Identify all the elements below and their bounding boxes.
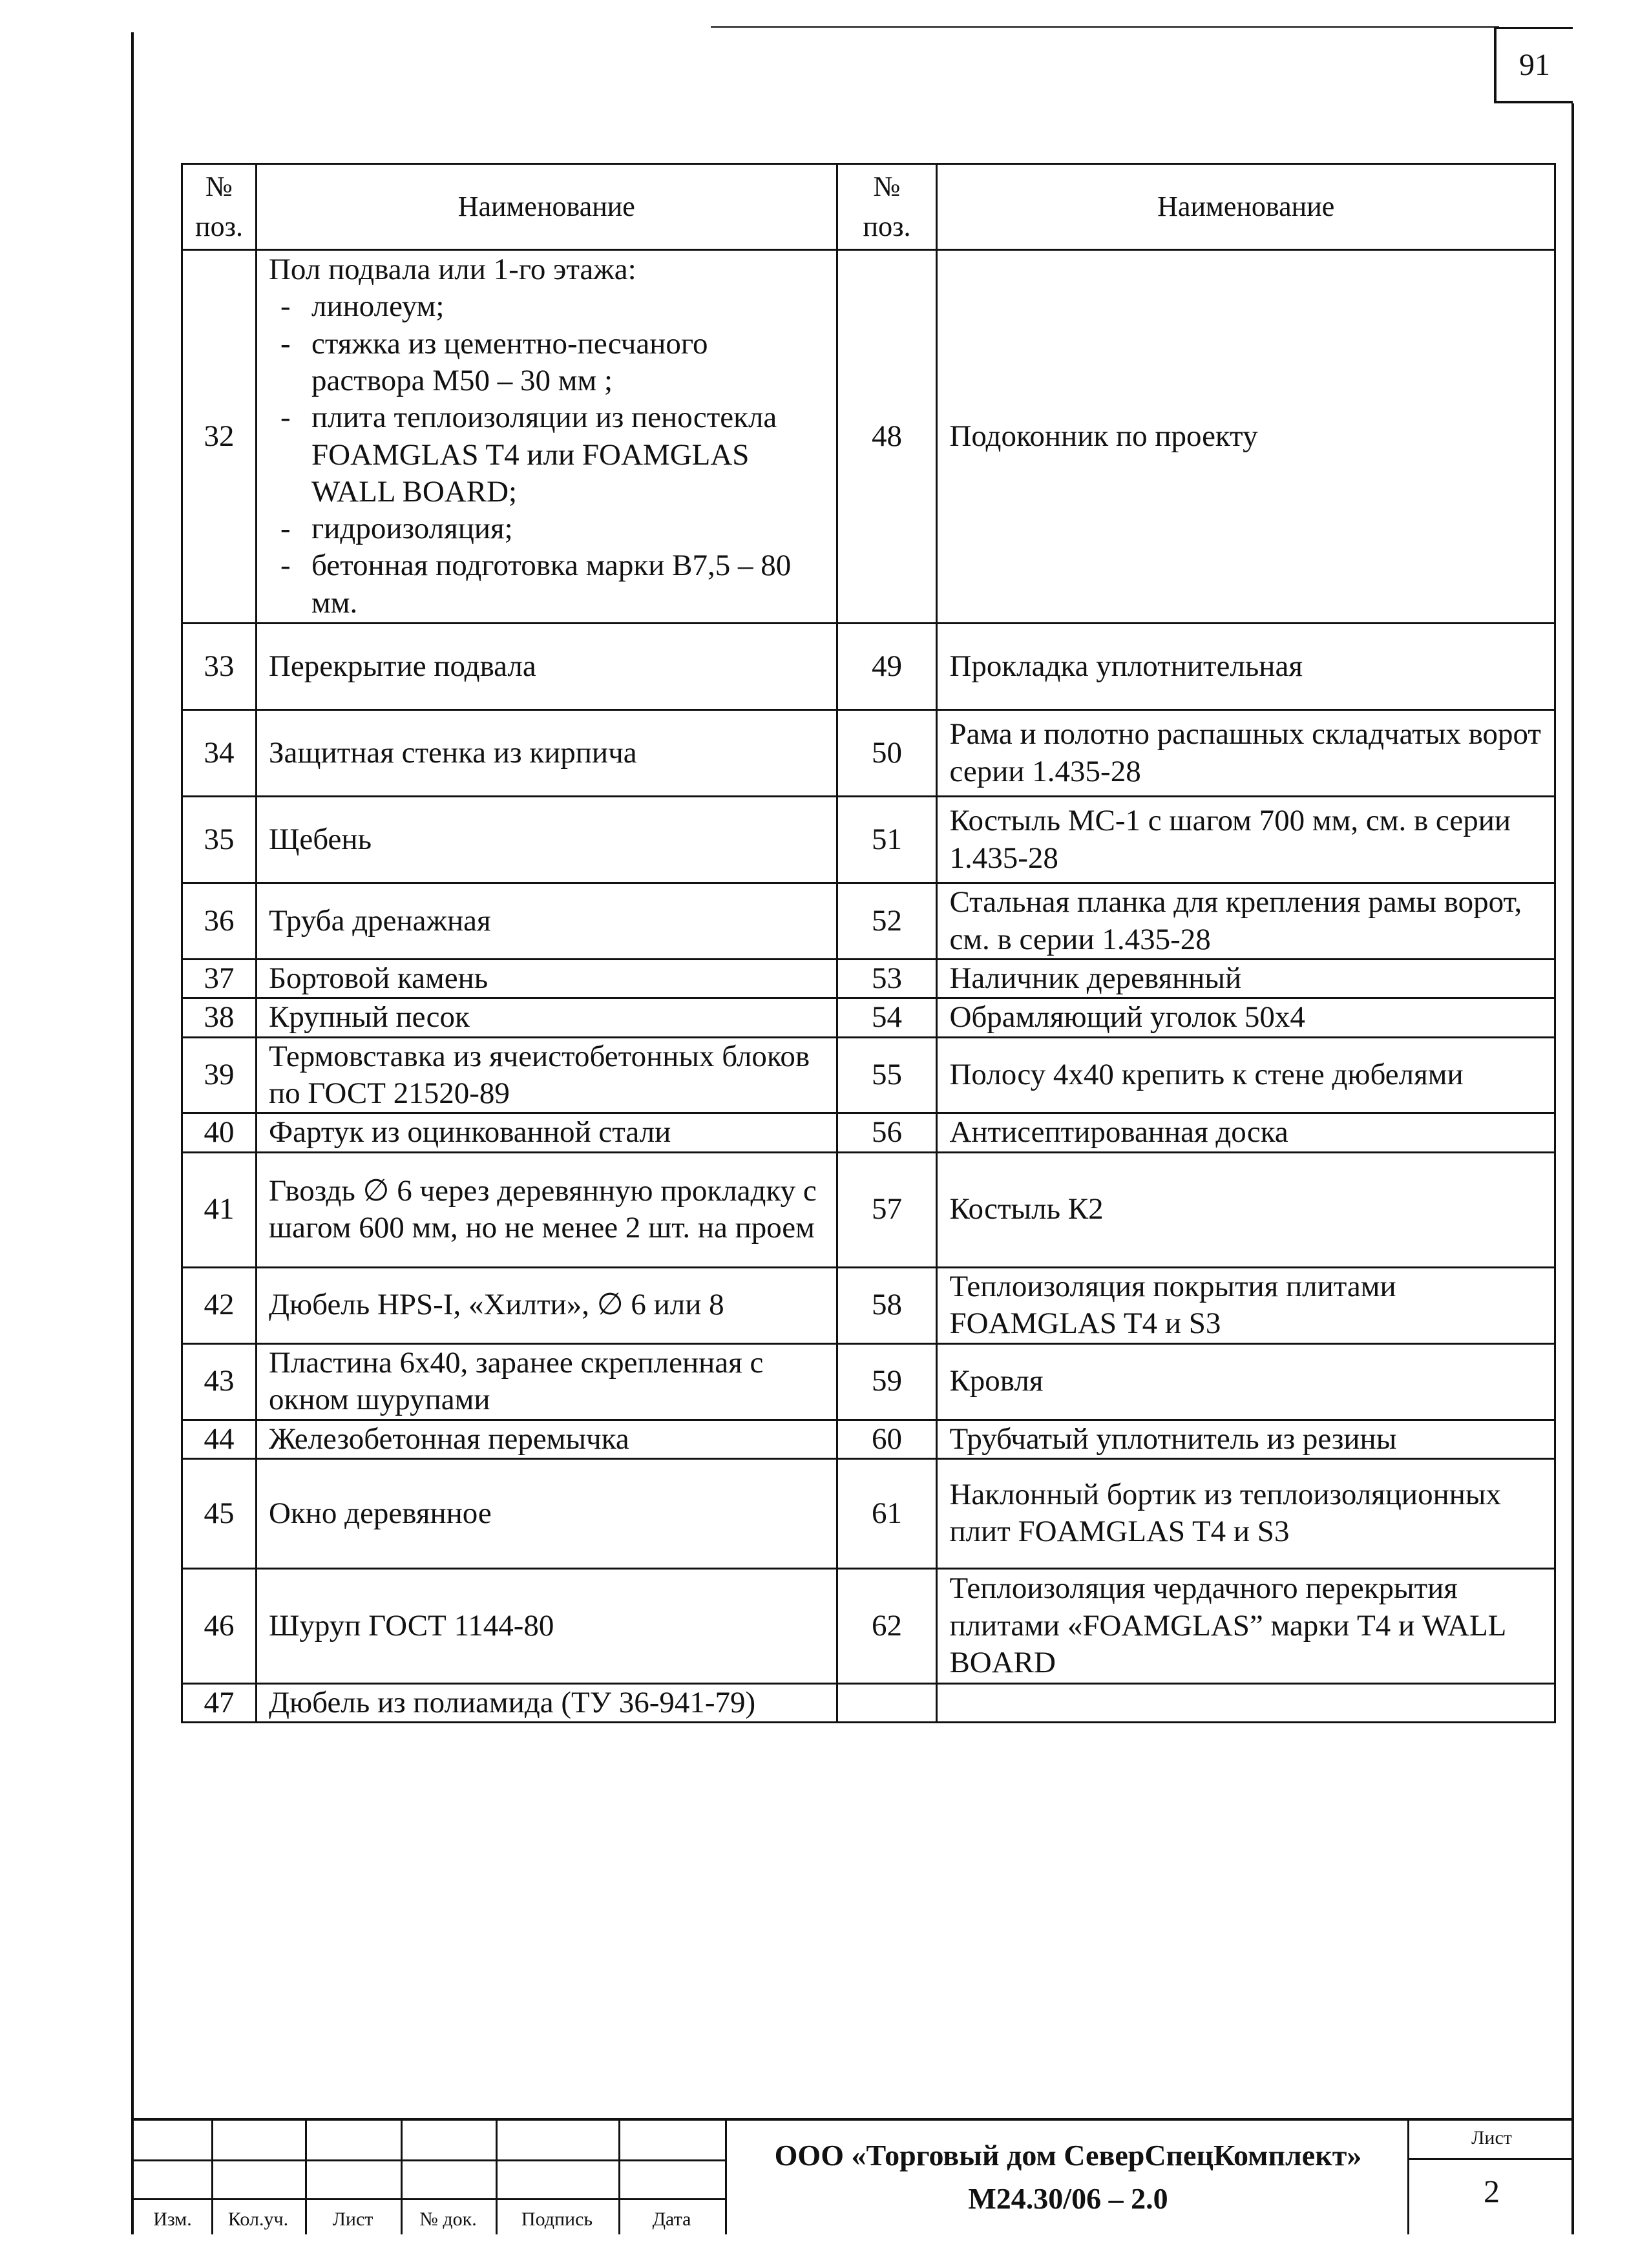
row-pos-left: 35 (182, 797, 257, 883)
table-row (182, 710, 1555, 797)
table-row (182, 1113, 1555, 1152)
document-code: М24.30/06 – 2.0 (968, 2182, 1168, 2215)
title-block (134, 2118, 1574, 2234)
table-row (182, 1152, 1555, 1267)
header-pos-left: № поз. (182, 164, 257, 250)
list-item: - гидроизоляция; (269, 510, 824, 547)
row-name-left: Окно деревянное (256, 1458, 837, 1568)
row-name-left: Щебень (256, 797, 837, 883)
row-name-left: Труба дренажная (256, 883, 837, 960)
label-list: Лист (332, 2209, 373, 2230)
label-doc-no: № док. (419, 2209, 477, 2230)
row-pos-left: 38 (182, 998, 257, 1037)
header-name-right: Наименование (937, 164, 1555, 250)
table-row (182, 960, 1555, 998)
frame-top-line (711, 26, 1499, 28)
row-pos-right: 61 (837, 1458, 937, 1568)
table-row (182, 624, 1555, 710)
row-pos-right: 57 (837, 1152, 937, 1267)
row-pos-right: 52 (837, 883, 937, 960)
table-row (182, 1267, 1555, 1343)
grid-line (725, 2121, 727, 2234)
row-name-right (937, 1683, 1555, 1722)
row-name-left: Защитная стенка из кирпича (256, 710, 837, 797)
row-name-left: Пластина 6х40, заранее скрепленная с окном шурупами (256, 1343, 837, 1420)
sheet-separator (1409, 2158, 1574, 2160)
row-name-right: Теплоизоляция покрытия плитами FOAMGLAS T4 и S3 (937, 1267, 1555, 1343)
row-name-left: Дюбель HPS-I, «Хилти», ∅ 6 или 8 (256, 1267, 837, 1343)
row-pos-right: 54 (837, 998, 937, 1037)
frame-right-line (1571, 103, 1574, 2234)
row-pos-left: 34 (182, 710, 257, 797)
row-name-right: Стальная планка для крепления рамы ворот, см. в серии 1.435-28 (937, 883, 1555, 960)
row-name-right: Кровля (937, 1343, 1555, 1420)
row-name-right: Обрамляющий уголок 50х4 (937, 998, 1555, 1037)
row-name-left: Перекрытие подвала (256, 624, 837, 710)
row-name-left (256, 250, 837, 624)
grid-line (134, 2198, 727, 2200)
table-row (182, 1037, 1555, 1113)
row-name-right: Прокладка уплотнительная (937, 624, 1555, 710)
row-pos-left: 42 (182, 1267, 257, 1343)
row-name-right: Костыль К2 (937, 1152, 1555, 1267)
specification-table (181, 163, 1556, 1723)
row-pos-left: 41 (182, 1152, 257, 1267)
row-pos-right: 56 (837, 1113, 937, 1152)
row-pos-left: 43 (182, 1343, 257, 1420)
row-pos-right: 62 (837, 1568, 937, 1683)
list-item: - линолеум; (269, 288, 824, 325)
row-pos-left: 47 (182, 1683, 257, 1722)
table-row (182, 250, 1555, 624)
row-name-left: Фартук из оцинкованной стали (256, 1113, 837, 1152)
label-signature: Подпись (521, 2209, 593, 2230)
table-row (182, 1343, 1555, 1420)
row-pos-right: 58 (837, 1267, 937, 1343)
table-row (182, 797, 1555, 883)
company-name: ООО «Торговый дом СеверСпецКомплект» (774, 2139, 1362, 2172)
table-row (182, 1568, 1555, 1683)
sheet-label: Лист (1471, 2127, 1512, 2148)
row-pos-right: 49 (837, 624, 937, 710)
row-name-left: Гвоздь ∅ 6 через деревянную прокладку с шагом 600 мм, но не менее 2 шт. на проем (256, 1152, 837, 1267)
sheet-number: 2 (1484, 2173, 1500, 2209)
row-pos-left: 44 (182, 1420, 257, 1458)
table-row (182, 1683, 1555, 1722)
table-row (182, 998, 1555, 1037)
label-izm: Изм. (153, 2209, 192, 2230)
row-name-right: Антисептированная доска (937, 1113, 1555, 1152)
row-pos-left: 33 (182, 624, 257, 710)
row-pos-right: 53 (837, 960, 937, 998)
row-name-left: Крупный песок (256, 998, 837, 1037)
row-pos-right: 55 (837, 1037, 937, 1113)
table-row (182, 1458, 1555, 1568)
row-pos-right (837, 1683, 937, 1722)
header-name-left: Наименование (256, 164, 837, 250)
row-pos-right: 60 (837, 1420, 937, 1458)
row-name-right: Полосу 4х40 крепить к стене дюбелями (937, 1037, 1555, 1113)
company-block (729, 2121, 1407, 2234)
row-name-right: Рама и полотно распашных складчатых ворот серии 1.435-28 (937, 710, 1555, 797)
row-name-right: Наклонный бортик из теплоизоляционных плит FOAMGLAS T4 и S3 (937, 1458, 1555, 1568)
table-row (182, 883, 1555, 960)
table-header-row (182, 164, 1555, 250)
row-pos-left: 36 (182, 883, 257, 960)
row-name-left: Бортовой камень (256, 960, 837, 998)
row-name-left: Шуруп ГОСТ 1144-80 (256, 1568, 837, 1683)
row-pos-left: 39 (182, 1037, 257, 1113)
floor-layers-list (269, 288, 824, 622)
grid-line (134, 2159, 727, 2161)
label-date: Дата (652, 2209, 691, 2230)
row-pos-right: 48 (837, 250, 937, 624)
row-pos-left: 40 (182, 1113, 257, 1152)
row-pos-left: 46 (182, 1568, 257, 1683)
page-number: 91 (1494, 27, 1573, 103)
frame-left-line (131, 32, 134, 2234)
row-pos-left: 45 (182, 1458, 257, 1568)
row-pos-right: 51 (837, 797, 937, 883)
sheet-cell (1407, 2121, 1574, 2234)
list-item: - бетонная подготовка марки В7,5 – 80 мм. (269, 547, 824, 622)
table-row (182, 1420, 1555, 1458)
row-name-left: Железобетонная перемычка (256, 1420, 837, 1458)
header-pos-right: № поз. (837, 164, 937, 250)
row-name-right: Костыль МС-1 с шагом 700 мм, см. в серии 1.435-28 (937, 797, 1555, 883)
list-item: - стяжка из цементно-песчаного раствора М50 – 30 мм ; (269, 326, 824, 400)
row-name-left: Термовставка из ячеистобетонных блоков по ГОСТ 21520-89 (256, 1037, 837, 1113)
row-name-right: Подоконник по проекту (937, 250, 1555, 624)
row-pos-left: 32 (182, 250, 257, 624)
label-kol-uch: Кол.уч. (227, 2209, 289, 2230)
row-name-right: Наличник деревянный (937, 960, 1555, 998)
list-item: - плита теплоизоляции из пеностекла FOAMGLAS T4 или FOAMGLAS WALL BOARD; (269, 399, 824, 510)
row-name-right: Трубчатый уплотнитель из резины (937, 1420, 1555, 1458)
row-name-right: Теплоизоляция чердачного перекрытия плитами «FOAMGLAS” марки Т4 и WALL BOARD (937, 1568, 1555, 1683)
row-pos-right: 50 (837, 710, 937, 797)
floor-title: Пол подвала или 1-го этажа: (268, 252, 636, 286)
row-pos-left: 37 (182, 960, 257, 998)
row-pos-right: 59 (837, 1343, 937, 1420)
revision-grid (134, 2121, 727, 2234)
row-name-left: Дюбель из полиамида (ТУ 36-941-79) (256, 1683, 837, 1722)
